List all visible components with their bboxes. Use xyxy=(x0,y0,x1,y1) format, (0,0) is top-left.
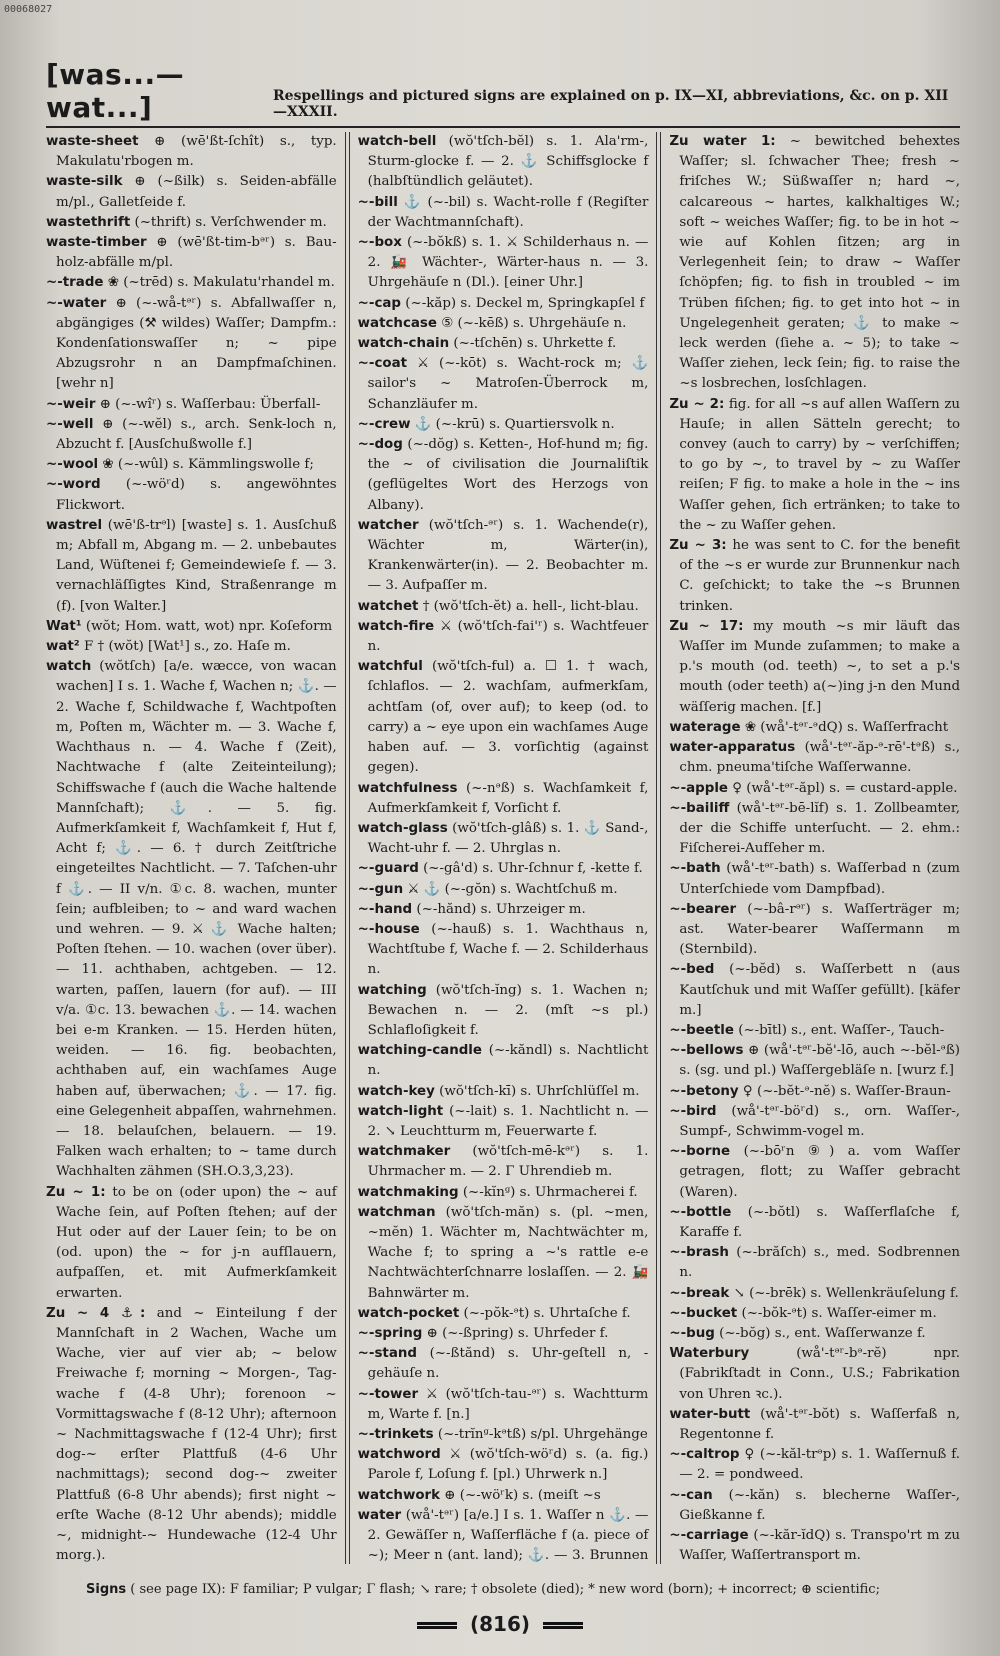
entry-definition: ♀ (~-bĕt-ᵊ-nĕ) s. Waſſer-Braun- xyxy=(742,1083,951,1099)
entry-headword: watching xyxy=(357,982,427,998)
dictionary-entry xyxy=(358,1344,649,1384)
entry-headword: ~-house xyxy=(357,921,420,937)
entry-headword: watchman xyxy=(357,1204,436,1220)
entry-headword: watchmaker xyxy=(357,1144,451,1160)
entry-definition: (~-kăndl) s. Nachtlicht n. xyxy=(367,1043,649,1079)
dictionary-entry xyxy=(46,637,337,657)
entry-headword: ~-hand xyxy=(357,901,413,917)
entry-headword: ~-apple xyxy=(669,780,728,796)
dictionary-entry xyxy=(669,132,960,395)
entry-definition: (~-bŏtl) s. Waſſerflaſche f, Karaffe f. xyxy=(679,1204,961,1240)
entry-definition: (wē'ß-trᵊl) [waste] s. 1. Ausſchuß m; Abfall m, Abgang m. — 2. unbebautes Land, Wüſtenei f; Gemeindewieſe f. — 3. vernachläſſigtes Kind, Straßenrange m (f). [von Walter.] xyxy=(56,517,337,614)
entry-definition: (~-hauß) s. 1. Wachthaus n, Wachtſtube f, Wache f. — 2. Schilderhaus n. xyxy=(367,921,649,978)
entry-headword: Zu ~ 4 ⚓: xyxy=(46,1305,146,1321)
entry-headword: ~-beetle xyxy=(669,1022,734,1038)
entry-headword: watchword xyxy=(357,1447,441,1463)
dictionary-entry xyxy=(669,1243,960,1283)
dictionary-entry xyxy=(669,1142,960,1203)
dictionary-entry xyxy=(358,1445,649,1485)
entry-headword: ~-spring xyxy=(357,1325,423,1341)
entry-definition: (~-bĕd) s. Waſſerbett n (aus Kautſchuk und mit Waſſer gefüllt). [käfer m.] xyxy=(679,962,961,1018)
entry-definition: he was sent to C. for the benefit of the ~s er wurde zur Brunnenkur nach C. geſchickt; to take the ~s Brunnen trinken. xyxy=(679,538,961,614)
dictionary-entry xyxy=(358,354,649,415)
scan-id: 00068027 xyxy=(4,4,53,15)
entry-headword: waterage xyxy=(669,719,741,735)
dictionary-entry xyxy=(358,920,649,981)
entry-headword: ~-break xyxy=(669,1285,730,1301)
entry-headword: ~-bird xyxy=(669,1103,717,1119)
entry-headword: ~-crew xyxy=(357,416,411,432)
dictionary-entry xyxy=(358,193,649,233)
entry-definition: (~-kăr-ĭdQ) s. Transpo'rt m zu Waſſer, Waſſertransport m. xyxy=(679,1528,961,1564)
entry-headword: wastrel xyxy=(46,517,103,533)
dictionary-entry xyxy=(46,294,337,395)
entry-definition: ⑤ (~-kēß) s. Uhrgehäuſe n. xyxy=(441,315,627,331)
entry-headword: ~-weir xyxy=(46,396,96,412)
entry-headword: wat² xyxy=(46,639,80,655)
dictionary-entry xyxy=(669,738,960,778)
dictionary-entry xyxy=(669,718,960,738)
entry-definition: (~-bōʳn ⑨) a. vom Waſſer getragen, flott; zu Waſſer gebracht (Waren). xyxy=(679,1144,961,1200)
entry-definition: ❀ (~-wûl) s. Kämmlingswolle f; xyxy=(102,457,314,473)
entry-definition: ⊕ (~-ßpring) s. Uhrfeder f. xyxy=(426,1325,609,1341)
dictionary-entry xyxy=(358,1142,649,1182)
entry-definition: ⚔ (wŏ'tſch-wöʳd) s. (a. fig.) Parole f, Loſung f. [pl.) Uhrwerk n.] xyxy=(367,1447,649,1483)
entry-definition: (~-tſchēn) s. Uhrkette f. xyxy=(453,336,617,352)
entry-definition: (~-gâ'd) s. Uhr-ſchnur f, -kette f. xyxy=(423,861,643,877)
entry-headword: ~-carriage xyxy=(669,1528,749,1544)
dictionary-entry xyxy=(669,1102,960,1142)
entry-definition: (~thrift) s. Verſchwender m. xyxy=(134,214,327,230)
entry-headword: watch-bell xyxy=(357,134,437,149)
entry-definition: ♀ (~-kăl-trᵊp) s. 1. Waſſernuß f. — 2. = pondweed. xyxy=(679,1447,961,1483)
dictionary-entry xyxy=(46,172,337,212)
dictionary-entry xyxy=(669,1203,960,1243)
entry-definition: (wå'-tᵊʳ-bŏt) s. Waſſerfaß n, Regentonne f. xyxy=(679,1406,961,1442)
entry-headword: ~-gun xyxy=(357,881,404,897)
entry-definition: ❀ (wå'-tᵊʳ-ᵊdQ) s. Waſſerfracht xyxy=(744,719,949,735)
dictionary-entry xyxy=(46,455,337,475)
dictionary-entry xyxy=(669,1284,960,1304)
entry-headword: ~-word xyxy=(46,477,101,493)
dictionary-entry xyxy=(669,1486,960,1526)
dictionary-entry xyxy=(358,1102,649,1142)
entry-definition: (~-bītl) s., ent. Waſſer-, Tauch- xyxy=(738,1022,945,1038)
dictionary-entry xyxy=(358,1324,649,1344)
entry-headword: ~-guard xyxy=(357,861,419,877)
dictionary-entry xyxy=(669,799,960,860)
entry-definition: ⊕ (~-wĕl) s., arch. Senk-loch n, Abzucht f. [Ausſchußwolle f.] xyxy=(56,416,337,453)
dictionary-entry xyxy=(358,880,649,900)
entry-definition: (wŏ'tſch-glâß) s. 1. ⚓ Sand-, Wacht-uhr f. — 2. Uhrglas n. xyxy=(367,820,649,857)
dictionary-entry xyxy=(669,395,960,536)
entry-headword: watch xyxy=(46,659,92,675)
dictionary-entry xyxy=(46,1183,337,1304)
column-2 xyxy=(350,132,657,1564)
entry-definition: (wå'-tᵊʳ) [a/e.] I s. 1. Waſſer n ⚓. — 2. Gewäſſer n, Waſſerfläche f (a. piece of ~); Meer n (ant. land); ⚓. — 3. Brunnen xyxy=(367,1507,649,1564)
entry-definition: ~ bewitched behextes Waſſer; sl. ſchwacher Thee; fresh ~ friſches W.; Süßwaſſer n; hard ~, calcareous ~ hartes, kalkhaltiges W.; soft ~ weiches Waſſer; fig. to be in hot ~ wie auf Kohlen ſitzen; arg in Verlegenheit ſein; to draw ~ Waſſer ſchöpfen; fig. to fish in troubled ~ im Trüben fiſchen; fig. to get into hot ~ in Ungelegenheit geraten; ⚓ to make ~ leck werden (ſiehe a. ~ 5); to take ~ Waſſer ziehen, leck ſein; fig. to raise the ~s losbrechen, losſchlagen. xyxy=(679,134,961,392)
dictionary-entry xyxy=(358,617,649,657)
dictionary-entry xyxy=(358,1385,649,1425)
entry-headword: wastethrift xyxy=(46,214,131,230)
entry-headword: watch-pocket xyxy=(357,1305,460,1321)
entry-definition: ⊕ (wē'ßt-tim-bᵊʳ) s. Bau-holz-abfälle m/pl. xyxy=(56,235,337,271)
page-number-line: (816) xyxy=(0,1612,1000,1636)
dictionary-entry xyxy=(358,1203,649,1304)
entry-headword: Zu ~ 1: xyxy=(46,1184,106,1200)
dictionary-entry xyxy=(358,294,649,314)
entry-definition: ♀ (wå'-tᵊʳ-ăpl) s. = custard-apple. xyxy=(732,780,958,796)
entry-headword: ~-tower xyxy=(357,1386,419,1402)
entry-definition: fig. for all ~s auf allen Waſſern zu Hauſe; in allen Sätteln gerecht; to convey (auch to carry) by ~ verſchiffen; to go by ~, to travel by ~ zu Waſſer reiſen; F fig. to make a hole in the ~ ins Waſſer gehen, ſich ertränken; to take to the ~ zu Waſſer gehen. xyxy=(679,396,961,533)
dictionary-entry xyxy=(46,233,337,273)
entry-definition: (~-ßtănd) s. Uhr-geſtell n, -gehäuſe n. xyxy=(367,1346,649,1382)
entry-definition: to be on (oder upon) the ~ auf Wache ſein, auf Poſten ſtehen; auf der Hut oder auf der Lauer ſein; to be on (od. upon) the ~ for j-n aufſlauern, aufpaſſen, et. mit Aufmerkſamkeit erwarten. xyxy=(56,1184,337,1301)
entry-headword: watcher xyxy=(357,517,419,533)
dictionary-entry xyxy=(669,1041,960,1081)
dictionary-entry xyxy=(358,233,649,294)
ornament-bars-right xyxy=(543,1622,583,1629)
dictionary-entry xyxy=(358,314,649,334)
entry-definition: (wŏ'tſch-ĭng) s. 1. Wachen n; Bewachen n. — 2. (mſt ~s pl.) Schlafloſigkeit f. xyxy=(367,982,649,1038)
entry-definition: ↘ (~-brēk) s. Wellenkräuſelung f. xyxy=(733,1285,959,1301)
entry-headword: Zu ~ 2: xyxy=(669,396,725,412)
entry-headword: water-apparatus xyxy=(669,740,796,756)
entry-definition: (~-bŏg) s., ent. Waſſerwanze f. xyxy=(719,1325,926,1341)
entry-headword: Waterbury xyxy=(669,1346,750,1362)
entry-headword: waste-silk xyxy=(46,174,123,190)
entry-definition: (~-hănd) s. Uhrzeiger m. xyxy=(416,901,586,917)
entry-definition: ⚔ ⚓ (~-gŏn) s. Wachtſchuß m. xyxy=(407,881,618,897)
entry-headword: watchfulness xyxy=(357,780,458,796)
dictionary-entry xyxy=(358,1506,649,1564)
entry-headword: ~-borne xyxy=(669,1144,731,1160)
entry-definition: (~-brăſch) s., med. Sodbrennen n. xyxy=(679,1245,961,1281)
entry-headword: watchet xyxy=(357,598,419,614)
entry-definition: † (wŏ'tſch-ĕt) a. hell-, licht-blau. xyxy=(422,598,639,614)
dictionary-entry xyxy=(358,859,649,879)
entry-headword: ~-betony xyxy=(669,1083,739,1099)
dictionary-columns xyxy=(46,132,960,1564)
dictionary-entry xyxy=(669,900,960,961)
entry-definition: ⊕ (wå'-tᵊʳ-bĕ'-lō, auch ~-bĕl-ᵊß) s. (sg. und pl.) Waſſergebläſe n. [wurz f.] xyxy=(679,1043,961,1079)
dictionary-entry xyxy=(358,597,649,617)
column-1 xyxy=(46,132,345,1564)
entry-headword: ~-bellows xyxy=(669,1043,744,1059)
entry-headword: ~-water xyxy=(46,295,107,311)
entry-definition: ⊕ (wē'ßt-ſchît) s., typ. Makulatu'rbogen m. xyxy=(56,134,337,170)
signs-label: Signs xyxy=(86,1582,127,1597)
dictionary-entry xyxy=(358,819,649,859)
entry-definition: ⊕ (~ßilk) s. Seiden-abfälle m/pl., Galletſeide f. xyxy=(56,174,337,210)
entry-definition: (wŏtſch) [a/e. wæcce, von wacan wachen] I s. 1. Wache f, Wachen n; ⚓. — 2. Wache f, Schildwache f, Wachtpoſten m, Poſten m, Wächter m. — 3. Wache f, Wachthaus n. — 4. Wache f (Zeit), Nachtwache f (alte Zeiteinteilung); Schiffswache f (auch die Wache haltende Mannſchaft); ⚓. — 5. fig. Aufmerkſamkeit f, Wachſamkeit f, Hut f, Acht f; ⚓. — 6. † durch Zeitſtriche eingeteiltes Nachtlicht. — 7. Taſchen-uhr f ⚓. — II v/n. ①c. 8. wachen, munter ſein; aufbleiben; to ~ and ward wachen und wehren. — 9. ⚔ ⚓ Wache halten; Poſten ſtehen. — 10. wachen (over über). — 11. achthaben, achtgeben. — 12. warten, paſſen, lauern (for auf). — III v/a. ①c. 13. bewachen ⚓. — 14. wachen bei e-m Kranken. — 15. Herden hüten, weiden. — 16. fig. beobachten, achthaben auf, ein wachſames Auge haben auf, überwachen; ⚓. — 17. fig. eine Gelegenheit abpaſſen, wahrnehmen. — 18. belauſchen, belauern. — 19. Falken wach erhalten; to ~ tame durch Wachhalten zähmen (SH.O.3,3,23). xyxy=(56,659,337,1180)
entry-definition: (~-wöʳd) s. angewöhntes Flickwort. xyxy=(56,477,337,513)
entry-headword: ~-dog xyxy=(357,437,403,453)
dictionary-entry xyxy=(669,617,960,718)
entry-definition: ⊕ (~-wöʳk) s. (meiſt ~s xyxy=(444,1487,601,1503)
entry-headword: water-butt xyxy=(669,1406,751,1422)
dictionary-entry xyxy=(669,1324,960,1344)
ornament-bars-left xyxy=(417,1622,457,1629)
entry-definition: (~-kĭnᵍ) s. Uhrmacherei f. xyxy=(462,1184,638,1200)
dictionary-entry xyxy=(669,779,960,799)
dictionary-entry xyxy=(358,415,649,435)
entry-definition: ⊕ (~-wîʳ) s. Waſſerbau: Überfall- xyxy=(99,396,321,412)
dictionary-entry xyxy=(669,1082,960,1102)
entry-headword: ~-can xyxy=(669,1487,713,1503)
dictionary-entry xyxy=(358,1082,649,1102)
dictionary-entry xyxy=(46,475,337,515)
entry-definition: (~-lait) s. 1. Nachtlicht n. — 2. ↘ Leuchtturm m, Feuerwarte f. xyxy=(367,1103,649,1139)
entry-headword: watching-candle xyxy=(357,1043,482,1059)
entry-headword: watchcase xyxy=(357,315,437,331)
entry-definition: ⚓ (~-bil) s. Wacht-rolle f (Regiſter der Wachtmannſchaft). xyxy=(367,194,649,230)
entry-headword: Wat¹ xyxy=(46,618,82,634)
entry-definition: (~-bŏk-ᵊt) s. Waſſer-eimer m. xyxy=(741,1305,937,1321)
entry-headword: watchful xyxy=(357,659,423,675)
entry-definition: (wå'-tᵊʳ-ăp-ᵊ-rē'-tᵊß) s., chm. pneuma'tiſche Waſſerwanne. xyxy=(679,740,961,776)
entry-headword: Zu ~ 3: xyxy=(669,538,727,554)
page-header xyxy=(46,58,960,126)
entry-definition: ⚔ (~-kōt) s. Wacht-rock m; ⚓ sailor's ~ Matroſen-Überrock m, Schanzläufer m. xyxy=(367,356,649,412)
entry-definition: (wå'-tᵊʳ-böʳd) s., orn. Waſſer-, Sumpf-, Schwimm-vogel m. xyxy=(679,1103,961,1139)
entry-definition: (wå'-tᵊʳ-bath) s. Waſſerbad n (zum Unterſchiede vom Dampfbad). xyxy=(679,861,961,897)
dictionary-entry xyxy=(358,1425,649,1445)
entry-definition: (wŏt; Hom. watt, wot) npr. Koſeform xyxy=(85,618,333,634)
dictionary-entry xyxy=(669,1405,960,1445)
dictionary-entry xyxy=(46,415,337,455)
entry-headword: ~-wool xyxy=(46,457,99,473)
entry-definition: (~-kăp) s. Deckel m, Springkapſel f xyxy=(405,295,645,311)
dictionary-entry xyxy=(46,273,337,293)
entry-headword: ~-coat xyxy=(357,356,408,372)
entry-headword: ~-bottle xyxy=(669,1204,732,1220)
entry-definition: (~-pŏk-ᵊt) s. Uhrtaſche f. xyxy=(463,1305,631,1321)
entry-definition: ⚓ (~-krū) s. Quartiersvolk n. xyxy=(414,416,615,432)
dictionary-entry xyxy=(669,536,960,617)
entry-definition: my mouth ~s mir läuft das Waſſer im Munde zuſammen; to make a p.'s mouth (od. teeth) ~, to set a p.'s mouth (oder teeth) a(~)ing j-n den Mund wäſſerig machen. [f.] xyxy=(679,618,961,715)
entry-headword: watchmaking xyxy=(357,1184,459,1200)
dictionary-entry xyxy=(358,900,649,920)
entry-definition: (~-kăn) s. blecherne Waſſer-, Gießkanne f. xyxy=(679,1487,960,1523)
entry-definition: and ~ Einteilung f der Mannſchaft in 2 Wachen, Wache um Wache, vier auf vier ab; ~ below Freiwache f; morning ~ Morgen-, Tag-wache f (4-8 Uhr); forenoon ~ Vormittagswache f (8-12 Uhr); afternoon ~ Nachmittagswache f (12-4 Uhr); first dog-~ erſter Plattfuß (4-6 Uhr nachmittags); second dog-~ zweiter Plattfuß (6-8 Uhr abends); first night ~ erſte Wache (8-12 Uhr abends); middle ~, midnight-~ Hundewache (12-4 Uhr morg.). xyxy=(56,1305,337,1564)
dictionary-entry xyxy=(358,516,649,597)
dictionary-entry xyxy=(358,1183,649,1203)
dictionary-entry xyxy=(358,657,649,778)
dictionary-entry xyxy=(358,435,649,516)
entry-headword: waste-sheet xyxy=(46,134,139,149)
entry-definition: ❀ (~trēd) s. Makulatu'rhandel m. xyxy=(107,275,335,291)
entry-definition: (wŏ'tſch-kī) s. Uhrſchlüſſel m. xyxy=(439,1083,640,1099)
entry-headword: ~-bearer xyxy=(669,901,737,917)
entry-headword: ~-trade xyxy=(46,275,104,291)
entry-headword: ~-trinkets xyxy=(357,1427,434,1442)
entry-definition: (wå'-tᵊʳ-bē-lĭf) s. 1. Zollbeamter, der die Schiffe unterſucht. — 2. ehm.: Fiſcherei-Aufſeher m. xyxy=(679,800,961,857)
page-number: 816 xyxy=(479,1612,521,1636)
entry-definition: (wŏ'tſch-măn) s. (pl. ~men, ~mĕn) 1. Wächter m, Nachtwächter m, Wache f; to spring a ~'s rattle e-e Nachtwächterſchnarre loslaſſen. — 2. 🚂 Bahnwärter m. xyxy=(367,1204,649,1301)
dictionary-entry xyxy=(358,334,649,354)
entry-headword: ~-bill xyxy=(357,194,398,210)
entry-headword: ~-bug xyxy=(669,1325,715,1341)
entry-definition: ⚔ (wŏ'tſch-tau-ᵊʳ) s. Wachtturm m, Warte f. [n.] xyxy=(367,1386,649,1422)
dictionary-entry xyxy=(358,981,649,1042)
entry-definition: (~-dŏg) s. Ketten-, Hof-hund m; fig. the ~ of civilisation die Journaliſtik (geflügeltes Wort des Herzogs von Albany). xyxy=(367,437,649,513)
headword-range: [was...—wat...] xyxy=(46,58,185,124)
entry-definition: (~-bâ-rᵊʳ) s. Waſſerträger m; ast. Water-bearer Waſſermann m (Sternbild). xyxy=(679,901,961,958)
entry-headword: ~-cap xyxy=(357,295,402,311)
dictionary-entry xyxy=(46,132,337,172)
entry-headword: ~-caltrop xyxy=(669,1447,740,1463)
entry-headword: watch-fire xyxy=(357,618,435,634)
entry-headword: ~-brash xyxy=(669,1245,729,1261)
dictionary-entry xyxy=(669,960,960,1021)
entry-definition: (~-nᵊß) s. Wachſamkeit f, Aufmerkſamkeit f, Vorſicht f. xyxy=(367,780,649,816)
entry-definition: F † (wŏt) [Wat¹] s., zo. Haſe m. xyxy=(83,639,291,655)
entry-headword: watchwork xyxy=(357,1487,441,1503)
header-rule xyxy=(46,126,960,128)
dictionary-entry xyxy=(46,617,337,637)
dictionary-entry xyxy=(46,516,337,617)
dictionary-entry xyxy=(46,213,337,233)
dictionary-entry xyxy=(46,657,337,1182)
entry-headword: ~-bed xyxy=(669,962,715,978)
signs-text: ( see page IX): F familiar; P vulgar; Γ flash; ↘ rare; † obsolete (died); * new word (born); + incorrect; ⊕ scientific; xyxy=(130,1582,880,1597)
entry-definition: (wŏ'tſch-ᵊʳ) s. 1. Wachende(r), Wächter m, Wärter(in), Krankenwärter(in). — 2. Beobachter m. — 3. Aufpaſſer m. xyxy=(367,517,649,594)
dictionary-entry xyxy=(669,1445,960,1485)
entry-definition: (wŏ'tſch-ful) a. ☐ 1. † wach, ſchlaflos. — 2. wachſam, aufmerkſam, achtſam (of, over auf); to keep (od. to carry) a ~ eye upon ein wachſames Auge haben auf. — 3. vorſichtig (against gegen). xyxy=(367,659,649,776)
entry-headword: ~-stand xyxy=(357,1346,417,1362)
entry-headword: Zu ~ 17: xyxy=(669,618,744,634)
dictionary-entry xyxy=(358,1486,649,1506)
entry-definition: ⚔ (wŏ'tſch-fai'ʳ) s. Wachtfeuer n. xyxy=(367,618,649,655)
column-3 xyxy=(661,132,960,1564)
entry-headword: waste-timber xyxy=(46,235,147,251)
entry-headword: water xyxy=(357,1507,402,1523)
entry-headword: ~-bucket xyxy=(669,1305,738,1321)
dictionary-entry xyxy=(669,1304,960,1324)
entry-headword: ~-bailiff xyxy=(669,800,730,816)
dictionary-entry xyxy=(358,779,649,819)
entry-headword: watch-key xyxy=(357,1083,435,1099)
dictionary-entry xyxy=(669,859,960,899)
entry-definition: (wå'-tᵊʳ-bᵊ-rĕ) npr. (Fabrikſtadt in Conn., U.S.; Fabrikation von Uhren ꝛc.). xyxy=(679,1346,961,1402)
dictionary-entry xyxy=(358,1041,649,1081)
entry-definition: (wŏ'tſch-mē-kᵊʳ) s. 1. Uhrmacher m. — 2. Γ Uhrendieb m. xyxy=(367,1144,649,1180)
entry-headword: ~-well xyxy=(46,416,94,432)
dictionary-entry xyxy=(358,132,649,193)
entry-definition: (~-trĭnᵍ-kᵊtß) s/pl. Uhrgehänge xyxy=(437,1427,648,1442)
dictionary-entry xyxy=(46,395,337,415)
dictionary-entry xyxy=(46,1304,337,1564)
dictionary-entry xyxy=(358,1304,649,1324)
entry-headword: ~-bath xyxy=(669,861,721,877)
entry-headword: watch-chain xyxy=(357,336,450,352)
entry-headword: watch-light xyxy=(357,1103,444,1119)
entry-definition: ⊕ (~-wå-tᵊʳ) s. Abfallwaſſer n, abgängiges (⚒ wildes) Waſſer; Dampfm.: Kondenſationswaſſer n; ~ pipe Abzugsrohr n an Dampfmaſchinen. [wehr n] xyxy=(56,295,337,392)
dictionary-entry xyxy=(669,1344,960,1405)
entry-definition: (wŏ'tſch-bĕl) s. 1. Ala'rm-, Sturm-glocke f. — 2. ⚓ Schiffsglocke f (halbſtündlich geläutet). xyxy=(367,134,649,190)
entry-headword: ~-box xyxy=(357,235,402,251)
entry-definition: (~-bŏkß) s. 1. ⚔ Schilderhaus n. — 2. 🚂 Wächter-, Wärter-haus n. — 3. Uhrgehäuſe n (Dl.). [einer Uhr.] xyxy=(367,235,649,291)
dictionary-entry xyxy=(669,1526,960,1564)
header-note: Respellings and pictured signs are explained on p. IX—XI, abbreviations, &c. on p. XII—XXXII. xyxy=(273,88,949,120)
entry-headword: watch-glass xyxy=(357,820,448,836)
dictionary-entry xyxy=(669,1021,960,1041)
footer-signs-legend xyxy=(86,1582,966,1597)
entry-headword: Zu water 1: xyxy=(669,134,776,149)
